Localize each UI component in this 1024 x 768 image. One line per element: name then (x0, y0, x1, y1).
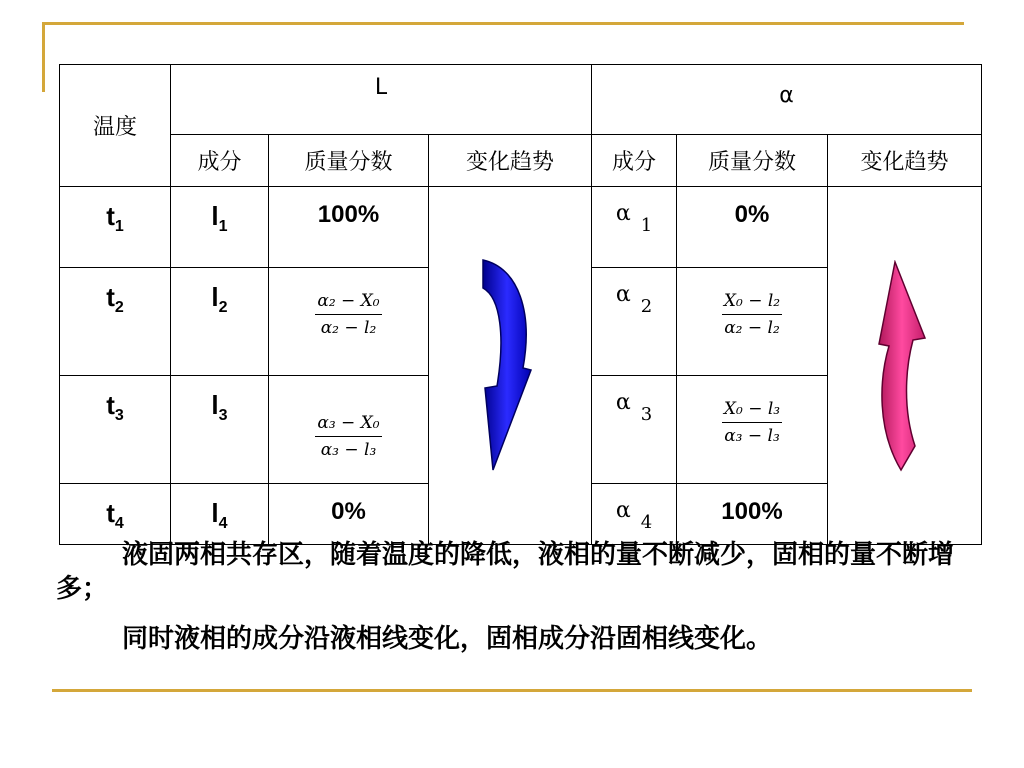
cell-liquid-mass-fraction-1: 100% (269, 187, 429, 268)
explanation-paragraph-1: 液固两相共存区，随着温度的降低，液相的量不断减少，固相的量不断增多； (56, 540, 955, 604)
cell-liquid-mass-fraction-2 (269, 268, 429, 376)
cell-temperature-3: $t_3$ (60, 376, 171, 484)
cell-solid-mass-fraction-3 (677, 376, 828, 484)
cell-temperature-2: $t_2$ (60, 268, 171, 376)
header-liquid-trend: 变化趋势 (429, 135, 592, 187)
cell-solid-composition-4: α $_4$ (592, 484, 677, 545)
cell-liquid-trend (429, 187, 592, 545)
lever-rule-fraction: $\frac{\text{α₃ − X₀}}{\text{α₃ − l₃}}$ (317, 413, 380, 460)
cell-liquid-mass-fraction-4: 0% (269, 484, 429, 545)
curved-down-arrow-icon (475, 258, 545, 474)
cell-liquid-composition-2: $l_2$ (171, 268, 269, 376)
cell-solid-mass-fraction-1: 0% (677, 187, 828, 268)
cell-temperature-4: $t_4$ (60, 484, 171, 545)
slide-frame-left-line (42, 22, 45, 92)
cell-temperature-1: $t_1$ (60, 187, 171, 268)
header-temperature: 温度 (60, 65, 171, 187)
slide-frame-top-line (42, 22, 964, 25)
header-liquid-composition: 成分 (171, 135, 269, 187)
header-solid-phase: α (592, 65, 982, 135)
explanation-paragraph-2: 同时液相的成分沿液相线变化，固相成分沿固相线变化。 (122, 624, 773, 654)
cell-liquid-composition-1: $l_1$ (171, 187, 269, 268)
slide-frame-bottom-line (52, 689, 972, 692)
cell-solid-mass-fraction-2 (677, 268, 828, 376)
lever-rule-fraction: $\frac{\text{α₂ − X₀}}{\text{α₂ − l₂}}$ (317, 291, 380, 338)
cell-solid-composition-3: α $_3$ (592, 376, 677, 484)
header-liquid-mass-fraction: 质量分数 (269, 135, 429, 187)
header-solid-composition: 成分 (592, 135, 677, 187)
header-solid-mass-fraction: 质量分数 (677, 135, 828, 187)
cell-liquid-composition-3: $l_3$ (171, 376, 269, 484)
cell-liquid-mass-fraction-3 (269, 376, 429, 484)
cell-solid-trend (828, 187, 982, 545)
header-solid-trend: 变化趋势 (828, 135, 982, 187)
curved-up-arrow-icon (875, 260, 935, 472)
phase-composition-table (59, 64, 982, 545)
cell-solid-composition-1: α $_1$ (592, 187, 677, 268)
cell-solid-composition-2: α $_2$ (592, 268, 677, 376)
lever-rule-fraction: $\frac{\text{X₀ − l₂}}{\text{α₂ − l₂}}$ (723, 291, 781, 338)
header-liquid-phase: L (171, 65, 592, 135)
lever-rule-fraction: $\frac{\text{X₀ − l₃}}{\text{α₃ − l₃}}$ (723, 399, 781, 446)
cell-liquid-composition-4: $l_4$ (171, 484, 269, 545)
cell-solid-mass-fraction-4: 100% (677, 484, 828, 545)
